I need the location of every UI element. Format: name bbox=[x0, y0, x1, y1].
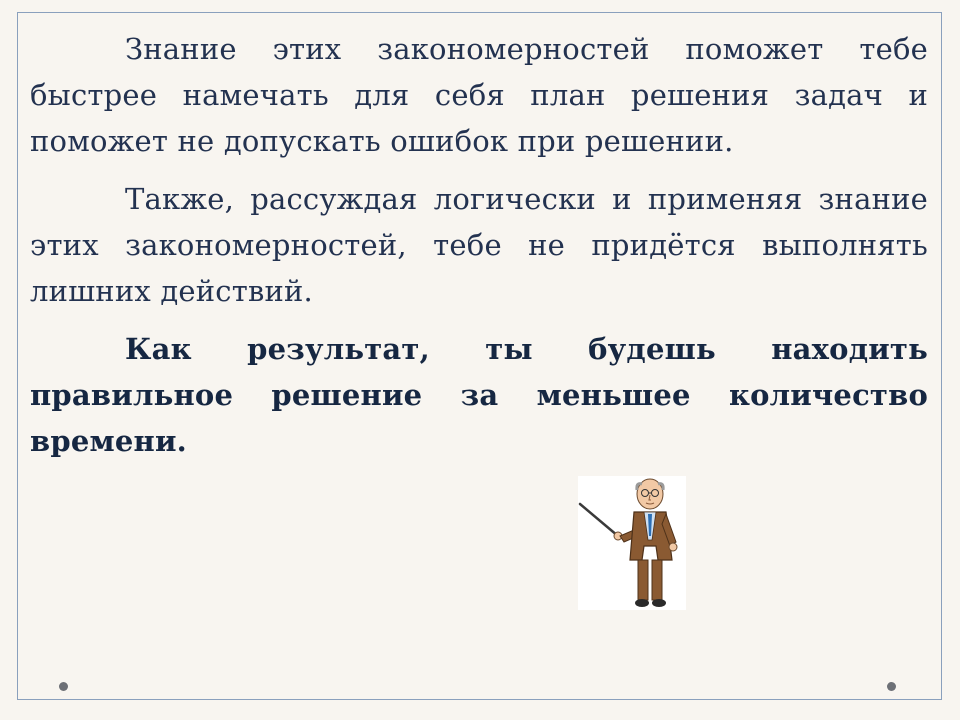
decorative-dot-right bbox=[887, 682, 896, 691]
paragraph-1: Знание этих закономерностей поможет тебе быстрее намечать для себя план решения задач и поможет не допускать ошибок при решении. bbox=[30, 32, 928, 158]
teacher-illustration bbox=[578, 476, 686, 610]
paragraph-2: Также, рассуждая логически и применяя знание этих закономерностей, тебе не придётся выполнять лишних действий. bbox=[30, 182, 928, 308]
decorative-dot-left bbox=[59, 682, 68, 691]
teacher-with-pointer-icon bbox=[578, 476, 686, 610]
paragraph-3-conclusion: Как результат, ты будешь находить правильное решение за меньшее количество времени. bbox=[30, 332, 928, 458]
slide-text bbox=[30, 26, 928, 476]
